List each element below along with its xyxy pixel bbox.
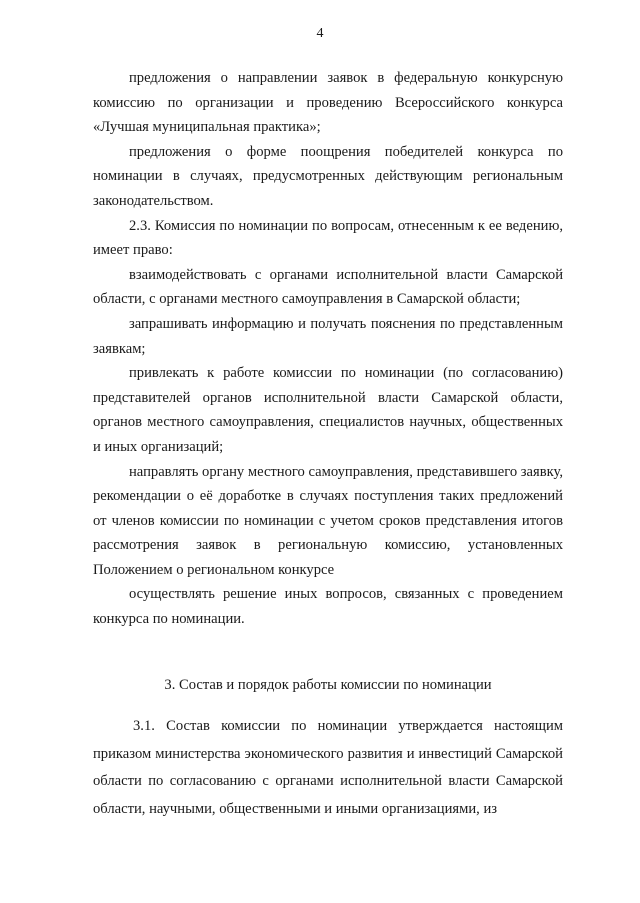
paragraph-involve: привлекать к работе комиссии по номинации (по согласованию) представителей органов исполнительной власти Самарской области, органов местного самоуправления, специалистов научных, общественных и иных организаций;	[93, 365, 563, 455]
paragraph-2-3-rights: 2.3. Комиссия по номинации по вопросам, отнесенным к ее ведению, имеет право:	[93, 217, 563, 259]
paragraph-award-form: предложения о форме поощрения победителей конкурса по номинации в случаях, предусмотренных действующим региональным законодательством.	[93, 143, 563, 209]
paragraph-recommendations: направлять органу местного самоуправления, представившего заявку, рекомендации о её доработке в случаях поступления таких предложений от членов комиссии по номинации с учетом сроков представления итогов рассмотрения заявок в региональную комиссию, установленных Положением о региональном конкурсе	[93, 463, 563, 578]
page-number: 4	[316, 26, 324, 41]
paragraph-federal-proposals: предложения о направлении заявок в федеральную конкурсную комиссию по организации и проведению Всероссийского конкурса «Лучшая муниципальная практика»;	[93, 70, 563, 136]
paragraph-interact: взаимодействовать с органами исполнительной власти Самарской области, с органами местного самоуправления в Самарской области;	[93, 266, 563, 308]
paragraph-other-matters: осуществлять решение иных вопросов, связанных с проведением конкурса по номинации.	[93, 586, 563, 628]
section-heading: 3. Состав и порядок работы комиссии по номинации	[164, 677, 492, 693]
document-body	[93, 66, 563, 632]
section-3-body	[93, 713, 563, 823]
paragraph-3-1: 3.1. Состав комиссии по номинации утверждается настоящим приказом министерства экономического развития и инвестиций Самарской области по согласованию с органами исполнительной власти Самарской области, научными, общественными и иными организациями, из	[93, 718, 563, 817]
paragraph-request-info: запрашивать информацию и получать пояснения по представленным заявкам;	[93, 315, 563, 357]
